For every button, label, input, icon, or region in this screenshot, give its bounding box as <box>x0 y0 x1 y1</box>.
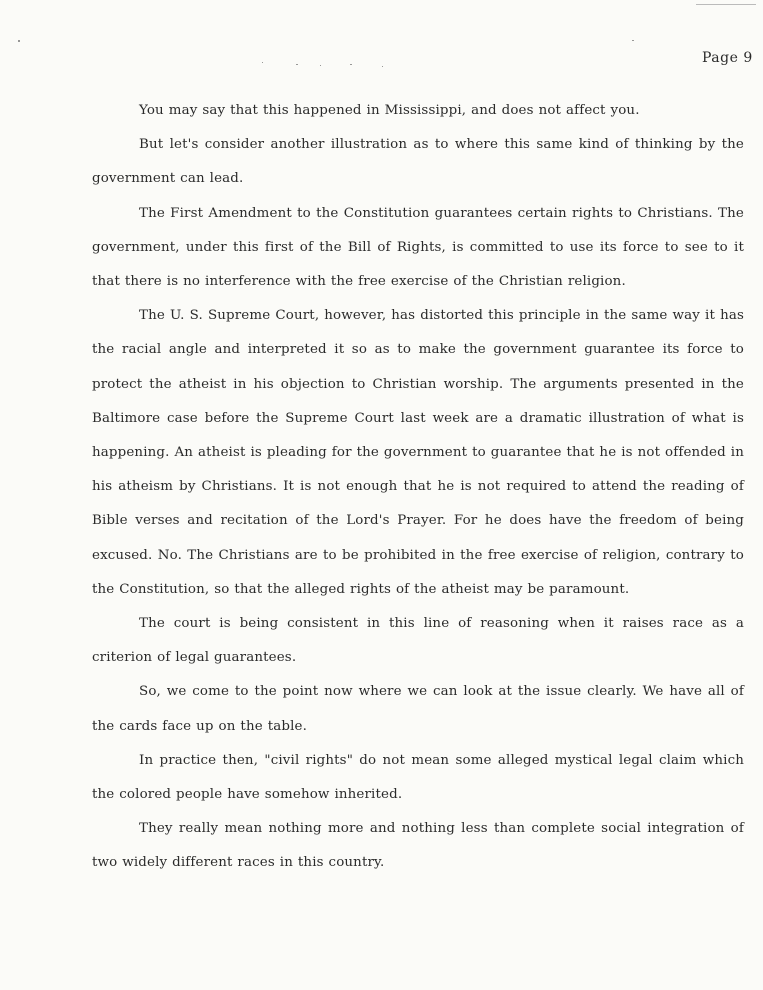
document-body <box>92 94 744 881</box>
paragraph: In practice then, "civil rights" do not mean some alleged mystical legal claim which the colored people have somehow inherited. <box>92 752 744 803</box>
paragraph: You may say that this happened in Mississippi, and does not affect you. <box>139 103 640 118</box>
paragraph: They really mean nothing more and nothing less than complete social integration of two widely different races in this country. <box>92 821 744 871</box>
paragraph: So, we come to the point now where we can look at the issue clearly. We have all of the cards face up on the table. <box>92 684 744 734</box>
paragraph: But let's consider another illustration as to where this same kind of thinking by the government can lead. <box>92 137 744 187</box>
paragraph: The U. S. Supreme Court, however, has distorted this principle in the same way it has the racial angle and interpreted it so as to make the government guarantee its force to protect the atheist in his objection to Christian worship. The arguments presented in the Baltimore case before the Supreme Court last week are a dramatic illustration of what is happening. An atheist is pleading for the government to guarantee that he is not offended in his atheism by Christians. It is not enough that he is not required to attend the reading of Bible verses and recitation of the Lord's Prayer. For he does have the freedom of being excused. No. The Christians are to be prohibited in the free exercise of religion, contrary to the Constitution, so that the alleged rights of the atheist may be paramount. <box>92 308 744 597</box>
paragraph: The court is being consistent in this line of reasoning when it raises race as a criterion of legal guarantees. <box>92 616 744 666</box>
scan-speck <box>320 65 321 66</box>
scan-speck <box>350 64 352 65</box>
paragraph: The First Amendment to the Constitution guarantees certain rights to Christians. The government, under this first of the Bill of Rights, is committed to use its force to see to it that there is no interference with the free exercise of the Christian religion. <box>92 205 744 290</box>
scan-speck <box>696 4 756 5</box>
scan-speck <box>262 62 263 63</box>
scan-speck <box>296 64 298 65</box>
scan-speck <box>382 66 383 67</box>
scan-speck <box>18 40 20 42</box>
page-number: Page 9 <box>702 50 753 66</box>
scan-speck <box>632 40 634 41</box>
